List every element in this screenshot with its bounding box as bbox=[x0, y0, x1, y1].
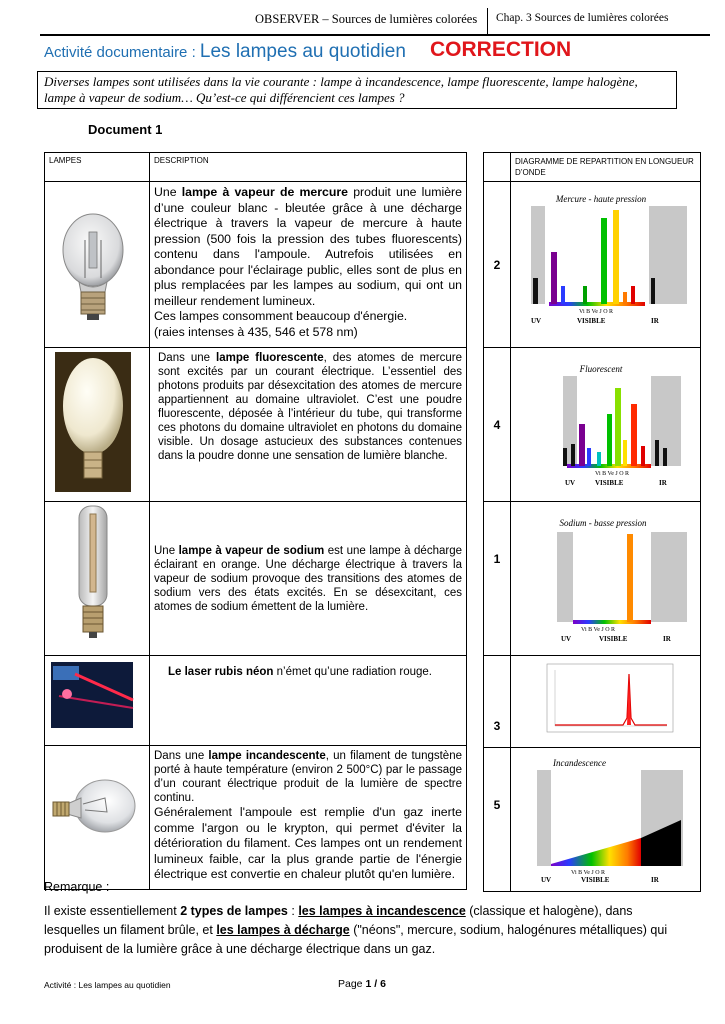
lamps-table bbox=[44, 152, 467, 890]
title-prefix: Activité documentaire : bbox=[44, 44, 200, 61]
diagram-laser bbox=[511, 656, 701, 748]
desc-fluorescent bbox=[150, 348, 467, 502]
diagram-title-incandescent: Incandescence bbox=[553, 758, 606, 768]
incandescent-bulb-image bbox=[45, 746, 141, 884]
desc-mercury-text: produit une lumière d’une couleur blanc - bleutée grâce à une décharge électrique à travers la vapeur de mercure à haute pression (500 fois la pression des tubes fluorescents) contenu dans l'ampoule. Autrefois utilisées en abondance pour l'éclairage public, elles sont de plus en plus remplacées par les lampes au sodium, qui ont un meilleur rendement lumineux. bbox=[154, 185, 462, 308]
spectrum-fluorescent bbox=[511, 348, 692, 496]
lamp-cell-laser bbox=[45, 656, 150, 746]
header-lampes: LAMPES bbox=[45, 153, 150, 182]
footer-page-sep: / bbox=[371, 978, 381, 990]
label-uv-mercury: UV bbox=[531, 317, 542, 325]
footer-left: Activité : Les lampes au quotidien bbox=[44, 980, 171, 990]
answer-incandescent: 5 bbox=[484, 748, 511, 892]
desc-mercury bbox=[150, 182, 467, 348]
label-ir-mercury: IR bbox=[651, 317, 659, 325]
answer-laser: 3 bbox=[484, 656, 511, 748]
desc-incandescent-lamp-name: lampe incandescente bbox=[208, 750, 326, 762]
remark-incandescence: les lampes à incandescence bbox=[298, 904, 466, 918]
desc-fluorescent-text: , des atomes de mercure sont excités par un courant électrique. L’essentiel des photons produits par désexcitation des atomes de mercure appartiennent au domaine ultraviolet. C’est une poudre fluorescente, déposée à l’intérieur du tube, qui transforme ces photons du domaine ultraviolet en photons du domaine visible. Un dosage astucieux des substances contenues dans la poudre donne une sensation de lumière blanche. bbox=[158, 352, 462, 462]
spectrum-colors-fluorescent: Vi B Ve J O R bbox=[595, 471, 630, 477]
remark-a: Il existe essentiellement bbox=[44, 904, 181, 918]
header-diagram: DIAGRAMME DE REPARTITION EN LONGUEUR D’ONDE bbox=[511, 153, 701, 182]
desc-sodium-lamp-name: lampe à vapeur de sodium bbox=[178, 544, 325, 557]
spectrum-incandescent bbox=[511, 748, 692, 886]
diagram-fluorescent bbox=[511, 348, 701, 502]
label-uv-incandescent: UV bbox=[541, 876, 552, 884]
desc-mercury-a: Une bbox=[154, 185, 182, 199]
laser-beam-image bbox=[45, 656, 141, 740]
diagrams-table bbox=[483, 152, 701, 892]
lamp-cell-fluorescent bbox=[45, 348, 150, 502]
correction-label: CORRECTION bbox=[430, 38, 572, 61]
remark-g: ("néons", mercure, sodium, halogénures métalliques) qui produisent de la lumière grâce à une décharge électrique dans un gaz. bbox=[44, 923, 668, 956]
remark-c: : bbox=[287, 904, 299, 918]
footer-page-prefix: Page bbox=[338, 978, 366, 990]
header-right: Chap. 3 Sources de lumières colorées bbox=[496, 12, 669, 24]
lamp-cell-mercury bbox=[45, 182, 150, 348]
desc-mercury-rays: (raies intenses à 435, 546 et 578 nm) bbox=[154, 324, 358, 339]
header-description: DESCRIPTION bbox=[150, 153, 467, 182]
header-separator bbox=[487, 8, 488, 34]
header-blank bbox=[484, 153, 511, 182]
desc-incandescent-more: Généralement l'ampoule est remplie d'un gaz inerte comme l'argon ou le krypton, qui permet d'éviter la détérioration du filament. Ces lampes ont un rendement lumineux faible, car la plus grande partie de l'énergie électrique est convertie en chaleur plutôt qu'en lumière. bbox=[154, 805, 462, 881]
desc-mercury-lamp-name: lampe à vapeur de mercure bbox=[181, 185, 349, 199]
remark-e: (classique et halogène), dans lesquelles un filament brûle, et bbox=[44, 904, 633, 937]
desc-sodium-text: est une lampe à décharge éclairant en orange. Une décharge électrique à travers la vapeur de sodium provoque des transitions des atomes de sodium vers des états excités. En se désexcitant, ces atomes de sodium émettent de la lumière. bbox=[154, 544, 462, 613]
desc-incandescent bbox=[150, 746, 467, 890]
label-uv-sodium: UV bbox=[561, 635, 572, 643]
remark-paragraph bbox=[44, 902, 684, 959]
desc-fluorescent-lamp-name: lampe fluorescente bbox=[216, 352, 324, 364]
footer-page-num: 1 bbox=[365, 978, 372, 990]
sodium-tube-image bbox=[45, 502, 141, 650]
lamp-cell-sodium bbox=[45, 502, 150, 656]
document-title: Document 1 bbox=[88, 122, 163, 137]
label-uv-fluorescent: UV bbox=[565, 479, 576, 487]
diagram-title-fluorescent: Fluorescent bbox=[579, 364, 623, 374]
label-visible-incandescent: VISIBLE bbox=[581, 876, 610, 884]
desc-sodium bbox=[150, 502, 467, 656]
remark-label: Remarque : bbox=[44, 880, 110, 894]
spectrum-sodium bbox=[511, 502, 692, 650]
desc-incandescent-text: , un filament de tungstène porté à haute température (environ 2 500°C) par le passage d’un courant électrique produit de la lumière de spectre continu. bbox=[154, 750, 462, 804]
desc-fluorescent-a: Dans une bbox=[158, 352, 217, 364]
label-ir-sodium: IR bbox=[663, 635, 671, 643]
label-visible-mercury: VISIBLE bbox=[577, 317, 606, 325]
answer-fluorescent: 4 bbox=[484, 348, 511, 502]
footer-page bbox=[338, 978, 386, 990]
header-left: OBSERVER – Sources de lumières colorées bbox=[255, 12, 478, 26]
fluorescent-bulb-image bbox=[45, 348, 141, 496]
desc-incandescent-a: Dans une bbox=[154, 750, 209, 762]
answer-sodium: 1 bbox=[484, 502, 511, 656]
label-visible-sodium: VISIBLE bbox=[599, 635, 628, 643]
spectrum-laser bbox=[511, 656, 692, 742]
diagram-title-mercury: Mercure - haute pression bbox=[555, 194, 647, 204]
mercury-bulb-image bbox=[45, 182, 141, 342]
desc-sodium-a: Une bbox=[154, 544, 179, 557]
diagram-sodium bbox=[511, 502, 701, 656]
footer-page-total: 6 bbox=[380, 978, 386, 990]
title-main: Les lampes au quotidien bbox=[199, 41, 406, 62]
spectrum-colors-sodium: Vi B Ve J O R bbox=[581, 627, 616, 633]
lamp-cell-incandescent bbox=[45, 746, 150, 890]
remark-decharge: les lampes à décharge bbox=[216, 923, 350, 937]
diagram-incandescent bbox=[511, 748, 701, 892]
answer-mercury: 2 bbox=[484, 182, 511, 348]
label-ir-incandescent: IR bbox=[651, 876, 659, 884]
page-title bbox=[44, 41, 406, 63]
intro-box: Diverses lampes sont utilisées dans la vie courante : lampe à incandescence, lampe fluorescente, lampe halogène, lampe à vapeur de sodium… Qu’est-ce qui différencient ces lampes ? bbox=[37, 71, 677, 109]
label-visible-fluorescent: VISIBLE bbox=[595, 479, 624, 487]
diagram-title-sodium: Sodium - basse pression bbox=[559, 518, 647, 528]
desc-mercury-energy: Ces lampes consomment beaucoup d'énergie. bbox=[154, 309, 408, 323]
desc-laser-text: n’émet qu’une radiation rouge. bbox=[273, 666, 433, 678]
diagram-mercury bbox=[511, 182, 701, 348]
remark-b: 2 types de lampes bbox=[180, 904, 288, 918]
spectrum-mercury bbox=[511, 182, 692, 342]
spectrum-colors-incandescent: Vi B Ve J O R bbox=[571, 870, 606, 876]
spectrum-colors-mercury: Vi B Ve J O R bbox=[579, 309, 614, 315]
desc-laser bbox=[150, 656, 467, 746]
desc-laser-name: Le laser rubis néon bbox=[168, 666, 274, 678]
label-ir-fluorescent: IR bbox=[659, 479, 667, 487]
header-rule bbox=[40, 34, 710, 36]
